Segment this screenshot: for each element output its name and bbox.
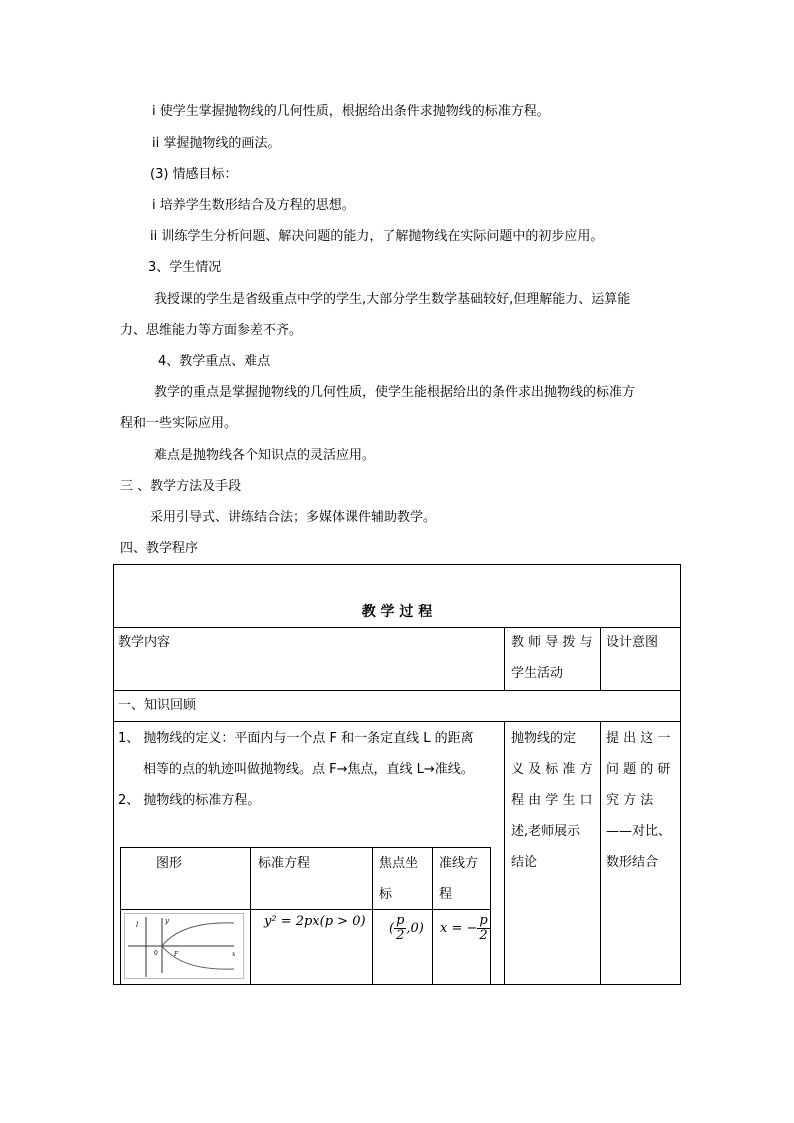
design-line: ——对比、 [606,824,672,839]
inner-rule [250,847,251,985]
directrix-equation [440,914,490,943]
table-rule [113,721,681,722]
inner-rule [432,847,433,985]
header-content: 教学内容 [118,635,171,650]
parabola-graph-svg [124,913,244,979]
item1-line1: 1、 抛物线的定义：平面内与一个点 F 和一条定直线 L 的距离 [118,731,474,746]
table-rule [600,627,601,690]
text-line-5: ii 训练学生分析问题、解决问题的能力，了解抛物线在实际问题中的初步应用。 [150,229,604,244]
inner-header-focus-line1: 焦点坐 [379,856,419,871]
inner-header-directrix-line1: 准线方 [439,856,479,871]
section-knowledge-review: 一、知识回顾 [118,698,197,713]
directrix-denominator: 2 [479,928,488,943]
text-line-3: (3) 情感目标： [150,167,238,182]
table-rule [504,627,505,690]
inner-rule [120,909,491,910]
design-line: 问 题 的 研 [606,762,671,777]
graph-label-origin: 0 [154,950,158,957]
teacher-line: 抛物线的定 [511,731,577,746]
teacher-line: 结论 [511,855,538,870]
design-line: 究 方 法 [606,793,654,808]
table-rule [113,627,681,628]
graph-label-l: l [136,921,139,929]
header-teacher-line1: 教 师 导 拨 与 [511,635,593,650]
graph-label-y: y [165,917,169,925]
item2: 2、 抛物线的标准方程。 [118,793,261,808]
graph-label-x: x [232,951,236,958]
focus-denominator: 2 [396,928,405,943]
inner-rule [372,847,373,985]
text-line-1: i 使学生掌握抛物线的几何性质，根据给出条件求抛物线的标准方程。 [152,104,550,119]
teacher-line: 义 及 标 准 方 [511,762,593,777]
parabola-graph [124,913,244,979]
table-title: 教 学 过 程 [361,604,433,620]
text-line-7: 我授课的学生是省级重点中学的学生,大部分学生数学基础较好,但理解能力、运算能 [154,292,631,307]
header-design: 设计意图 [606,635,659,650]
table-rule [504,721,505,985]
text-line-9: 4、教学重点、难点 [158,354,271,369]
header-teacher-line2: 学生活动 [511,666,564,681]
text-line-11: 程和一些实际应用。 [120,416,238,431]
text-line-12: 难点是抛物线各个知识点的灵活应用。 [154,448,376,463]
item1-line2: 相等的点的轨迹叫做抛物线。点 F→焦点，直线 L→准线。 [143,762,474,777]
focus-paren-open: ( [389,921,395,936]
section-heading-4: 四、教学程序 [120,541,199,556]
teacher-line: 述,老师展示 [511,824,581,839]
graph-label-focus: F [174,951,179,958]
text-line-10: 教学的重点是掌握抛物线的几何性质，使学生能根据给出的条件求出抛物线的标准方 [154,385,636,400]
text-line-4: i 培养学生数形结合及方程的思想。 [152,198,355,213]
text-line-6: 3、学生情况 [148,260,222,275]
inner-header-directrix-line2: 程 [439,887,453,902]
focus-numerator: p [396,913,405,928]
text-line-8: 力、思维能力等方面参差不齐。 [120,323,303,338]
inner-header-equation: 标准方程 [258,856,311,871]
directrix-lhs: x = − [440,921,478,936]
table-rule [600,721,601,985]
inner-header-focus-line2: 标 [379,887,393,902]
text-line-2: ii 掌握抛物线的画法。 [152,136,281,151]
text-line-14: 采用引导式、讲练结合法；多媒体课件辅助教学。 [150,510,437,525]
section-heading-3: 三 、教学方法及手段 [120,479,242,494]
table-rule [113,690,681,691]
inner-header-shape: 图形 [156,856,183,871]
focus-rest: ,0) [406,921,424,936]
design-line: 提 出 这 一 [606,731,671,746]
standard-equation: y² = 2px(p > 0) [264,914,366,929]
design-line: 数形结合 [606,855,659,870]
focus-coordinates [389,914,424,943]
teacher-line: 程 由 学 生 口 [511,793,593,808]
directrix-numerator: p [479,913,488,928]
